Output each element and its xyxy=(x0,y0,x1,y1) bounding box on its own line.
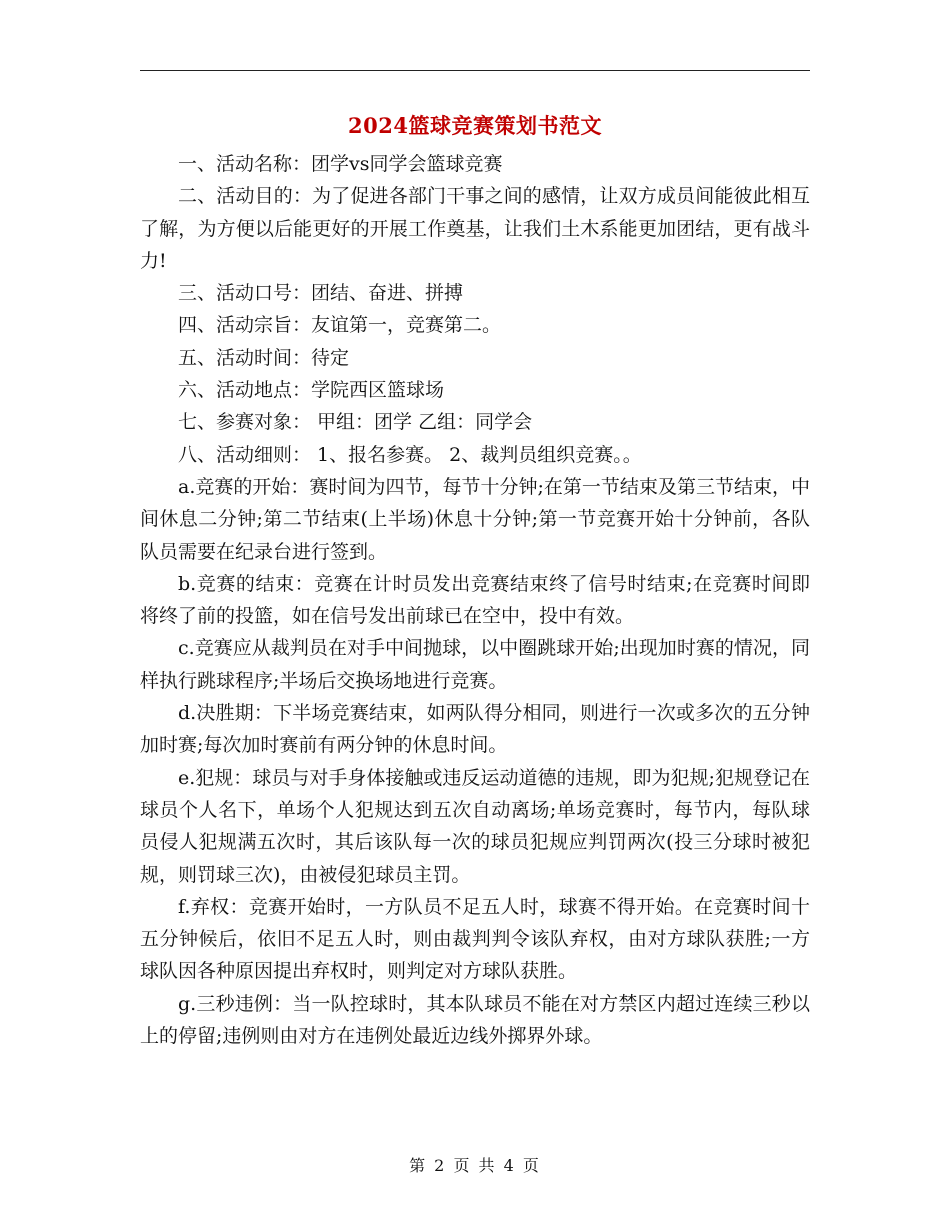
paragraph-rule-e: e.犯规：球员与对手身体接触或违反运动道德的违规，即为犯规;犯规登记在球员个人名下，单场个人犯规达到五次自动离场;单场竞赛时，每节内，每队球员侵人犯规满五次时，其后该队每一次的球员犯规应判罚两次(投三分球时被犯规，则罚球三次)，由被侵犯球员主罚。 xyxy=(140,766,810,886)
paragraph-participants: 七、参赛对象： 甲组：团学 乙组：同学会 xyxy=(178,411,533,434)
paragraph-activity-location: 六、活动地点：学院西区篮球场 xyxy=(178,379,445,402)
paragraph-rule-f: f.弃权：竞赛开始时，一方队员不足五人时，球赛不得开始。在竞赛时间十五分钟候后，依旧不足五人时，则由裁判判令该队弃权，由对方球队获胜;一方球队因各种原因提出弃权时，则判定对方球队获胜。 xyxy=(140,895,810,983)
page-number: 第 2 页 共 4 页 xyxy=(409,1156,541,1175)
paragraph-activity-rules: 八、活动细则： 1、报名参赛。 2、裁判员组织竞赛。。 xyxy=(178,443,642,466)
paragraph-rule-b: b.竞赛的结束：竞赛在计时员发出竞赛结束终了信号时结束;在竞赛时间即将终了前的投篮，如在信号发出前球已在空中，投中有效。 xyxy=(140,572,810,628)
paragraph-rule-c: c.竞赛应从裁判员在对手中间抛球，以中圈跳球开始;出现加时赛的情况，同样执行跳球程序;半场后交换场地进行竞赛。 xyxy=(140,637,810,692)
paragraph-activity-tenet: 四、活动宗旨：友谊第一，竞赛第二。 xyxy=(178,314,502,337)
paragraph-activity-name: 一、活动名称：团学vs同学会篮球竞赛 xyxy=(178,153,503,175)
paragraph-activity-purpose: 二、活动目的：为了促进各部门干事之间的感情，让双方成员间能彼此相互了解，为方便以后能更好的开展工作奠基，让我们土木系能更加团结，更有战斗力! xyxy=(140,185,810,272)
paragraph-rule-g: g.三秒违例：当一队控球时，其本队球员不能在对方禁区内超过连续三秒以上的停留;违例则由对方在违例处最近边线外掷界外球。 xyxy=(140,992,810,1048)
document-body xyxy=(140,148,810,1052)
paragraph-activity-slogan: 三、活动口号：团结、奋进、拼搏 xyxy=(178,282,464,305)
paragraph-activity-time: 五、活动时间：待定 xyxy=(178,346,350,369)
document-title: 2024篮球竞赛策划书范文 xyxy=(348,113,602,138)
paragraph-rule-a: a.竞赛的开始：赛时间为四节，每节十分钟;在第一节结束及第三节结束，中间休息二分钟;第二节结束(上半场)休息十分钟;第一节竞赛开始十分钟前，各队队员需要在纪录台进行签到。 xyxy=(140,475,810,563)
paragraph-rule-d: d.决胜期：下半场竞赛结束，如两队得分相同，则进行一次或多次的五分钟加时赛;每次加时赛前有两分钟的休息时间。 xyxy=(140,702,810,757)
header-rule xyxy=(140,70,810,71)
